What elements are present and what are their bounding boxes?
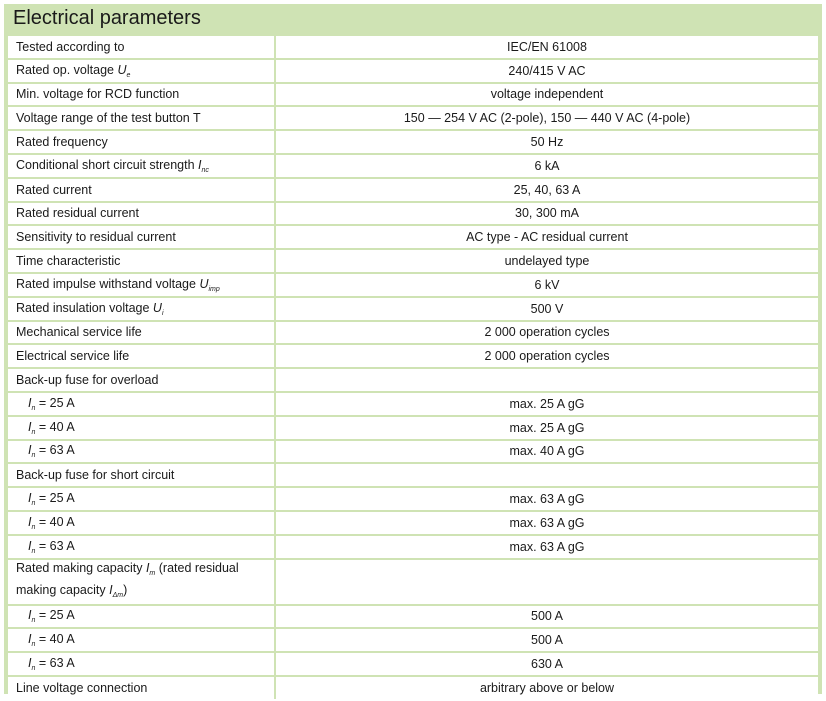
row-label: Time characteristic [8, 250, 276, 272]
row-value: 150 — 254 V AC (2-pole), 150 — 440 V AC (4-pole) [276, 107, 818, 129]
table-row [8, 60, 818, 82]
row-label: Rated op. voltage $U_e$ [8, 60, 276, 82]
row-label: Rated frequency [8, 131, 276, 153]
table-row [8, 298, 818, 320]
table-row [8, 677, 818, 699]
table-row [8, 226, 818, 248]
table-row [8, 417, 818, 439]
row-value: 240/415 V AC [276, 60, 818, 82]
row-label: $I_n = 63$ A [8, 653, 276, 675]
table-row [8, 155, 818, 177]
electrical-parameters-panel [4, 4, 822, 694]
row-value: max. 63 A gG [276, 536, 818, 558]
row-label: Rated making capacity $I_m$ (rated residual making capacity $I_{\Delta m}$) [8, 560, 276, 604]
row-label: Back-up fuse for short circuit [8, 464, 276, 486]
row-value: 50 Hz [276, 131, 818, 153]
table-row [8, 653, 818, 675]
table-row [8, 560, 818, 604]
row-label: Line voltage connection [8, 677, 276, 699]
row-value: 6 kA [276, 155, 818, 177]
table-row [8, 369, 818, 391]
row-label: Sensitivity to residual current [8, 226, 276, 248]
row-value: voltage independent [276, 84, 818, 106]
table-row [8, 36, 818, 58]
table-row [8, 441, 818, 463]
row-label: $I_n = 63$ A [8, 441, 276, 463]
row-value: AC type - AC residual current [276, 226, 818, 248]
row-value: 25, 40, 63 A [276, 179, 818, 201]
table-row [8, 203, 818, 225]
row-label: $I_n = 25$ A [8, 606, 276, 628]
row-value: max. 40 A gG [276, 441, 818, 463]
row-value: 500 A [276, 606, 818, 628]
row-value: 500 V [276, 298, 818, 320]
table-row [8, 84, 818, 106]
section-title: Electrical parameters [13, 7, 201, 29]
row-value: 2 000 operation cycles [276, 322, 818, 344]
parameters-table [8, 34, 818, 701]
row-value: max. 25 A gG [276, 417, 818, 439]
row-label: Electrical service life [8, 345, 276, 367]
table-row [8, 345, 818, 367]
row-value: 500 A [276, 629, 818, 651]
table-row [8, 536, 818, 558]
row-value: max. 63 A gG [276, 512, 818, 534]
row-value [276, 369, 818, 391]
table-row [8, 107, 818, 129]
table-row [8, 488, 818, 510]
row-value: 30, 300 mA [276, 203, 818, 225]
row-label: $I_n = 63$ A [8, 536, 276, 558]
row-label: Voltage range of the test button T [8, 107, 276, 129]
table-row [8, 512, 818, 534]
table-row [8, 274, 818, 296]
row-label: Tested according to [8, 36, 276, 58]
row-label: Rated insulation voltage $U_i$ [8, 298, 276, 320]
table-row [8, 131, 818, 153]
table-row [8, 179, 818, 201]
row-value: arbitrary above or below [276, 677, 818, 699]
row-label: Min. voltage for RCD function [8, 84, 276, 106]
row-value: 2 000 operation cycles [276, 345, 818, 367]
row-label: Rated impulse withstand voltage $U_{imp}$ [8, 274, 276, 296]
row-label: Back-up fuse for overload [8, 369, 276, 391]
row-label: $I_n = 40$ A [8, 629, 276, 651]
table-row [8, 606, 818, 628]
row-value: 6 kV [276, 274, 818, 296]
row-label: $I_n = 40$ A [8, 417, 276, 439]
row-value: max. 25 A gG [276, 393, 818, 415]
row-value: 630 A [276, 653, 818, 675]
table-row [8, 322, 818, 344]
table-row [8, 393, 818, 415]
row-label: $I_n = 25$ A [8, 488, 276, 510]
row-label: Conditional short circuit strength $I_{nc}$ [8, 155, 276, 177]
row-label: Rated residual current [8, 203, 276, 225]
row-value: IEC/EN 61008 [276, 36, 818, 58]
table-row [8, 464, 818, 486]
row-label: $I_n = 40$ A [8, 512, 276, 534]
row-value [276, 464, 818, 486]
row-value: undelayed type [276, 250, 818, 272]
row-label: Rated current [8, 179, 276, 201]
table-row [8, 629, 818, 651]
row-label: $I_n = 25$ A [8, 393, 276, 415]
row-label: Mechanical service life [8, 322, 276, 344]
row-value [276, 560, 818, 604]
table-row [8, 250, 818, 272]
row-value: max. 63 A gG [276, 488, 818, 510]
